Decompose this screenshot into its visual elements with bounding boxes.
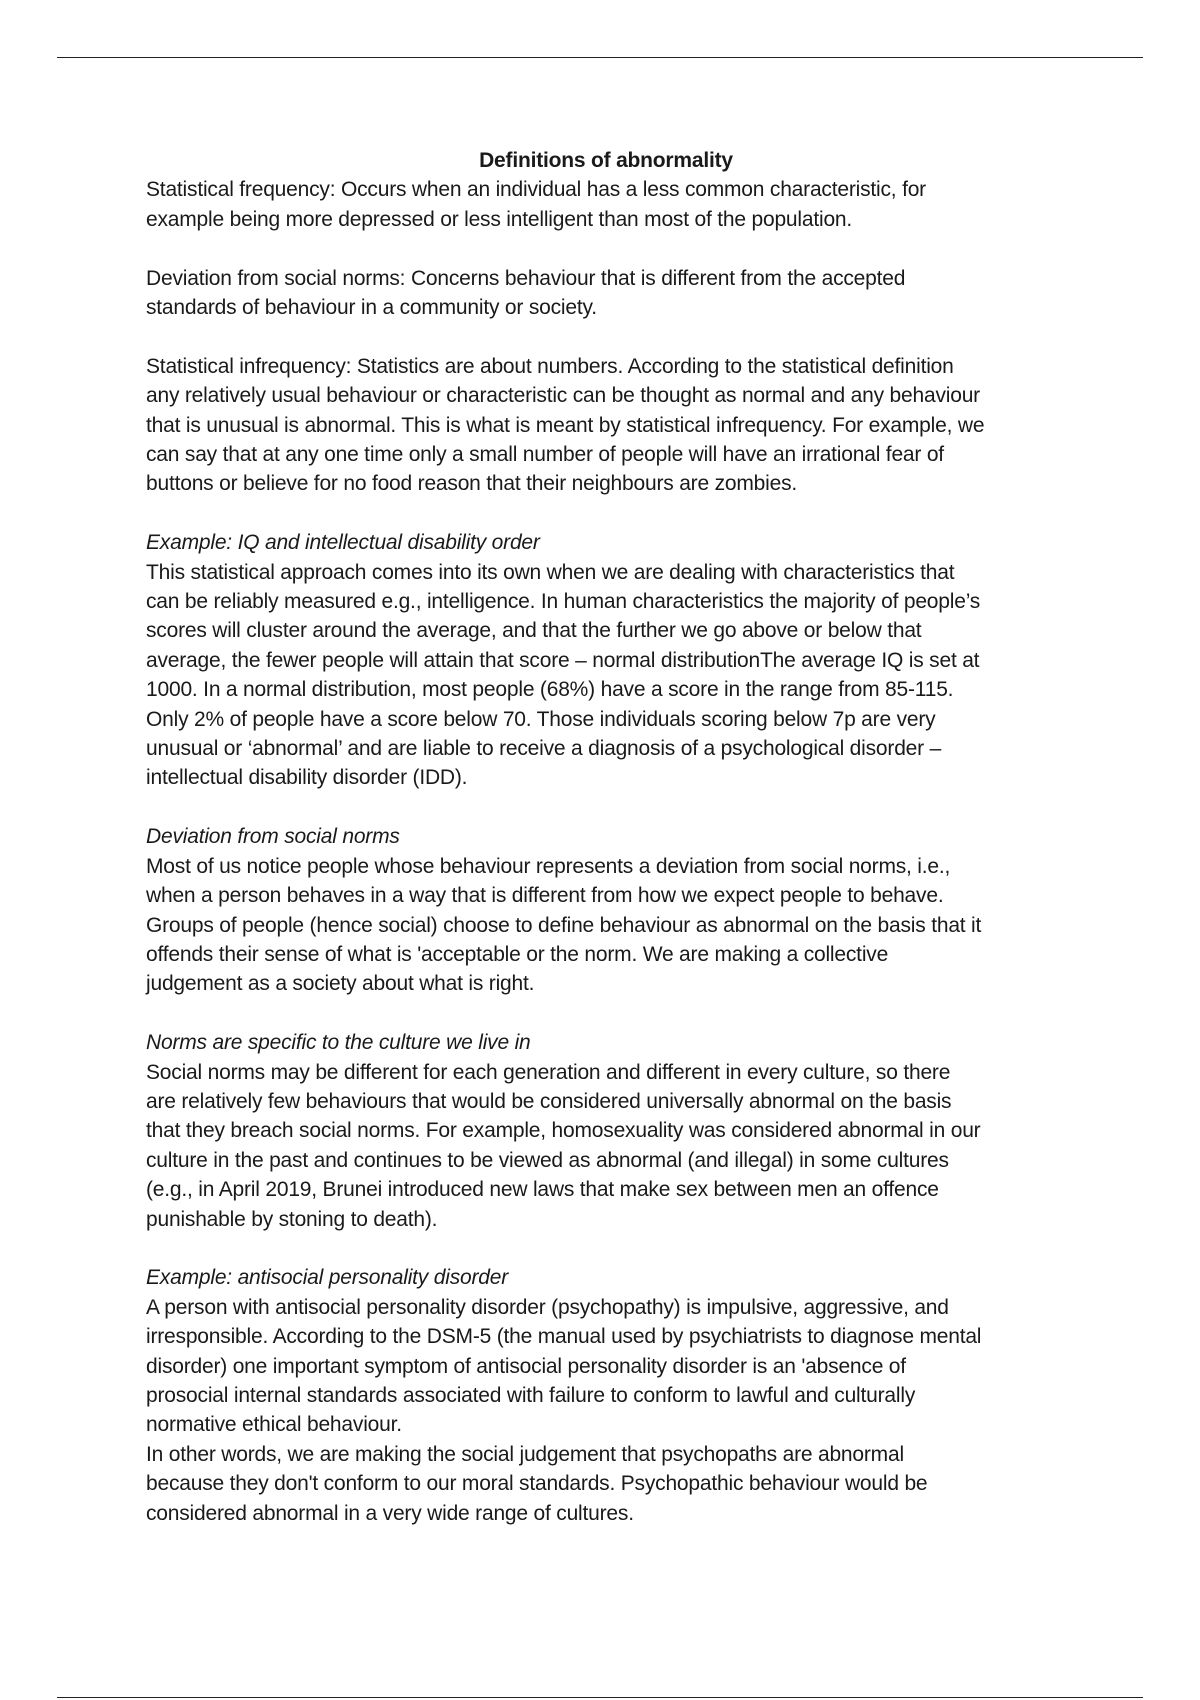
section-culture-norms [146,1028,1066,1234]
section-heading: Deviation from social norms [146,825,400,849]
section-paragraph: Most of us notice people whose behaviour represents a deviation from social norms, i.e., when a person behaves in a way that is different from how we expect people to behave. Groups of people (hence social) choose to define behaviour as abnormal on the basis that it offends their sense of what is 'acceptable or the norm. We are making a collective judgement as a society about what is right. [146,854,982,996]
section-heading: Norms are specific to the culture we live in [146,1031,531,1055]
document-body [146,146,1066,1528]
intro-deviation-social-norms: Deviation from social norms: Concerns behaviour that is different from the accepted standards of behaviour in a community or society. [146,266,906,320]
section-paragraph: Social norms may be different for each generation and different in every culture, so there are relatively few behaviours that would be considered universally abnormal on the basis that they breach social norms. For example, homosexuality was considered abnormal in our culture in the past and continues to be viewed as abnormal (and illegal) in some cultures (e.g., in April 2019, Brunei introduced new laws that make sex between men an offence punishable by stoning to death). [146,1060,981,1231]
section-paragraph: A person with antisocial personality disorder (psychopathy) is impulsive, aggressive, and irresponsible. According to the DSM-5 (the manual used by psychiatrists to diagnose mental disorder) one important symptom of antisocial personality disorder is an 'absence of prosocial internal standards associated with failure to conform to lawful and culturally normative ethical behaviour. [146,1295,982,1437]
section-iq-example [146,528,1066,793]
section-paragraph: In other words, we are making the social judgement that psychopaths are abnormal because they don't conform to our moral standards. Psychopathic behaviour would be considered abnormal in a very wide range of cultures. [146,1442,928,1525]
intro-statistical-infrequency: Statistical infrequency: Statistics are about numbers. According to the statistical definition any relatively usual behaviour or characteristic can be thought as normal and any behaviour that is unusual is abnormal. This is what is meant by statistical infrequency. For example, we can say that at any one time only a small number of people will have an irrational fear of buttons or believe for no food reason that their neighbours are zombies. [146,354,985,496]
section-deviation-social-norms [146,822,1066,998]
section-heading: Example: IQ and intellectual disability order [146,531,540,555]
header-rule [57,57,1143,58]
intro-statistical-frequency: Statistical frequency: Occurs when an individual has a less common characteristic, for example being more depressed or less intelligent than most of the population. [146,178,926,231]
section-heading: Example: antisocial personality disorder [146,1266,509,1290]
document-title: Definitions of abnormality [479,149,733,172]
section-paragraph: This statistical approach comes into its own when we are dealing with characteristics that can be reliably measured e.g., intelligence. In human characteristics the majority of people’s scores will cluster around the average, and that the further we go above or below that average, the fewer people will attain that score – normal distributionThe average IQ is set at 1000. In a normal distribution, most people (68%) have a score in the range from 85-115. Only 2% of people have a score below 70. Those individuals scoring below 7p are very unusual or ‘abnormal’ and are liable to receive a diagnosis of a psychological disorder – intellectual disability disorder (IDD). [146,560,981,790]
footer-rule [57,1697,1143,1698]
section-antisocial-example [146,1263,1066,1528]
